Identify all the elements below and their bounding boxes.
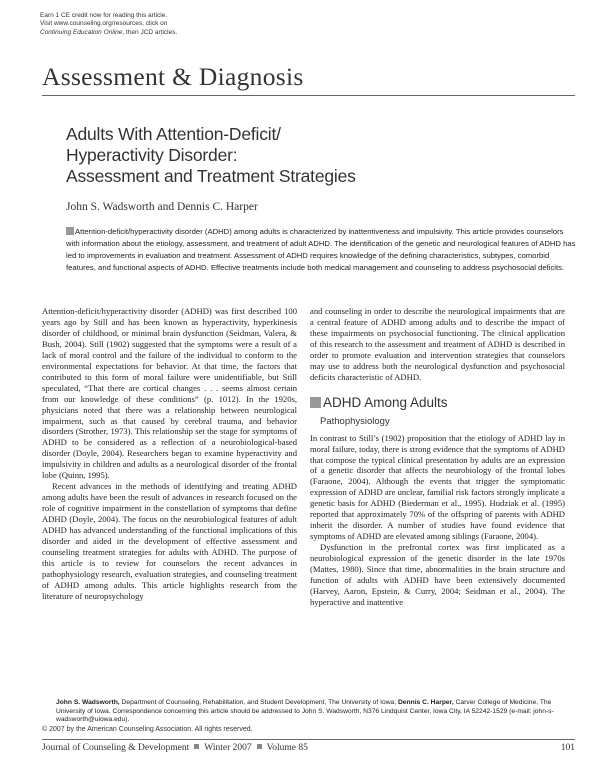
article-title [66, 124, 356, 187]
abstract [66, 226, 576, 274]
body-paragraph: In contrast to Still’s (1902) proposition that the etiology of ADHD lay in moral failure, today, there is strong evidence that the symptoms of ADHD that compose the typical clinical presentation by adults are an expression of a genetic disorder that affects the neurobiology of the frontal lobes (Faraone, 2004). Although the events that trigger the symptomatic expression of ADHD are unclear, familial risk factors strongly implicate a genetic basis for ADHD (Biederman et al., 1995). Hudziak et al. (1995) reported that approximately 70% of the offspring of parents with ADHD inherit the disorder. A number of studies have found evidence that symptoms of ADHD are elevated among siblings (Faraone, 2004). [310, 432, 565, 542]
abstract-text: Attention-deficit/hyperactivity disorder (ADHD) among adults is characterized by inattentiveness and impulsivity. This article provides counselors with information about the etiology, assessment, and treatment of adult ADHD. The identification of the genetic and neurological features of ADHD has led to improvements in evaluation and treatment. Assessment of ADHD requires knowledge of the defining characteristics, subtypes, comorbid features, and functional aspects of ADHD. Effective treatments include both medical management and counseling to address psychosocial deficits. [66, 227, 576, 272]
journal-footer [42, 743, 308, 753]
author-note-text-2: Carver College of Medicine, The University of Iowa. Correspondence concerning this article should be addressed to John S. Wadsworth, N376 Lindquist Center, Iowa City, IA 52242-1529 (e-mail: john-s-wadsworth@uiowa.edu). [56, 699, 554, 723]
subsection-heading: Pathophysiology [320, 415, 390, 427]
journal-issue: Winter 2007 [204, 743, 252, 753]
article-authors: John S. Wadsworth and Dennis C. Harper [66, 201, 258, 213]
author-note [56, 699, 576, 725]
footer-separator [257, 744, 262, 749]
ce-line-3-italic: Continuing Education Online [40, 28, 123, 36]
body-column-right [310, 306, 565, 608]
ce-line-1: Earn 1 CE credit now for reading this article. [40, 12, 168, 19]
section-rule [42, 95, 575, 96]
footer-rule [42, 739, 575, 740]
author-note-text-1: Department of Counseling, Rehabilitation, and Student Development, The University of Iowa; [119, 699, 398, 706]
author-note-name-1: John S. Wadsworth, [56, 699, 120, 706]
ce-line-3-rest: , then JCD articles. [122, 28, 178, 36]
ce-credit-notice [40, 12, 177, 37]
section-title: Assessment & Diagnosis [42, 62, 304, 91]
ce-line-2: Visit www.counseling.org/resources, click on [40, 20, 168, 28]
body-paragraph: and counseling in order to describe the neurological impairments that are a central feature of ADHD among adults and to describe the impact of these impairments on psychosocial functioning. The clinical application of this research to the assessment and treatment of ADHD is described in order to promote evaluation and intervention strategies that counselors may use to address both the neurological dysfunction and psychosocial deficits characteristic of ADHD. [310, 306, 565, 382]
article-title-line-3: Assessment and Treatment Strategies [66, 166, 356, 186]
author-note-name-2: Dennis C. Harper, [397, 699, 454, 706]
body-paragraph: Attention-deficit/hyperactivity disorder (ADHD) was first described 100 years ago by Still and has been known as hyperactivity, hyperkinesis disorder of childhood, or minimal brain dysfunction (Seidman, Valera, & Bush, 2004). Still (1902) suggested that the symptoms were a result of a lack of moral control and the failure of the individual to conform to the environmental expectations for behavior. At that time, the factors that contributed to this form of moral failure were unidentifiable, but Still speculated, “That there are cortical changes . . . seems almost certain from our knowledge of these conditions” (p. 1012). In the 1920s, physicians noted that there was a relationship between neurological impairment, such as that caused by cerebral trauma, and behavior disorders (Strother, 1973). This relationship set the stage for symptoms of ADHD to be considered as a reflection of a neurobiological-based disorder (Doyle, 2004). Researchers began to examine hyperactivity and impulsivity in children and adults as a neurological disorder of the frontal lobe (Quinn, 1995). [42, 306, 297, 481]
body-paragraph: Recent advances in the methods of identifying and treating ADHD among adults have been the result of advances in research focused on the role of cognitive impairment in the constellation of symptoms that define ADHD (Doyle, 2004). The focus on the neurobiological features of adult ADHD has advanced understanding of the functional implications of this disorder and aided in the development of effective assessment and counseling treatment strategies for adults with ADHD. The purpose of this article is to review for counselors the recent advances in pathophysiology research, evaluation strategies, and counseling treatment of ADHD among adults. This article highlights research from the literature of neuropsychology [42, 481, 297, 601]
heading-square-marker [310, 397, 321, 408]
ce-line-3 [40, 29, 177, 37]
page-number: 101 [560, 743, 575, 753]
article-title-line-1: Adults With Attention-Deficit/ [66, 124, 281, 144]
journal-name: Journal of Counseling & Development [42, 743, 190, 753]
body-paragraph: Dysfunction in the prefrontal cortex was first implicated as a neurobiological expression of the genetic disorder in the late 1970s (Mattes, 1980). Since that time, abnormalities in the brain structure and function of adults with ADHD have been extensively documented (Harvey, Aaron, Epstein, & Curry, 2004; Seidman et al., 2004). The hyperactive and inattentive [310, 542, 565, 607]
article-title-line-2: Hyperactivity Disorder: [66, 145, 238, 165]
body-column-left [42, 306, 297, 602]
footer-separator [194, 744, 199, 749]
abstract-square-marker [66, 227, 74, 235]
copyright: © 2007 by the American Counseling Association. All rights reserved. [42, 726, 253, 733]
journal-volume: Volume 85 [266, 743, 308, 753]
section-heading [310, 395, 565, 411]
section-heading-text: ADHD Among Adults [323, 394, 448, 410]
